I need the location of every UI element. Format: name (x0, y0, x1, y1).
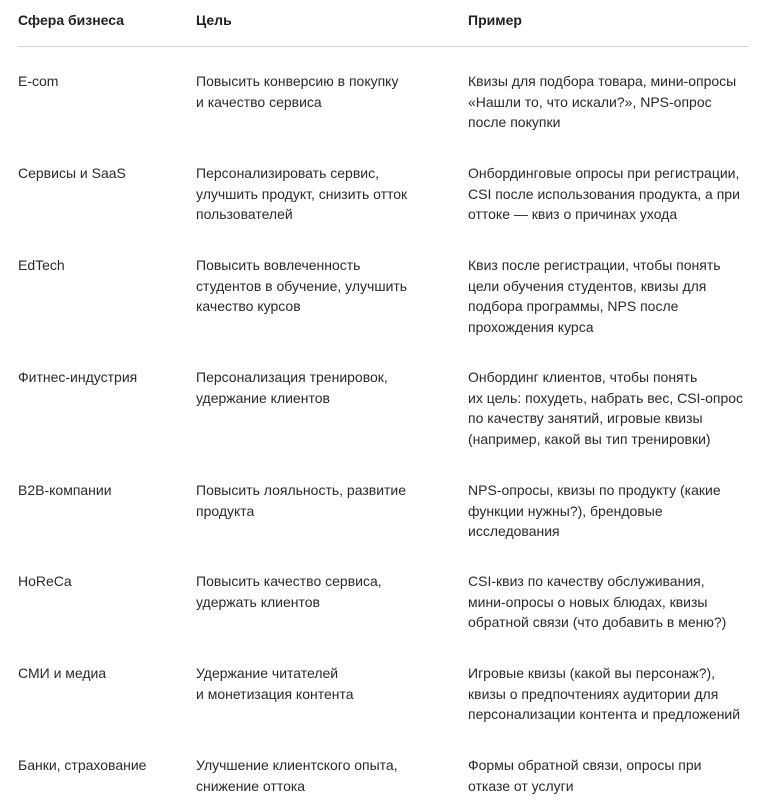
cell-goal: Повысить лояльность, развитие продукта (196, 482, 407, 519)
cell-goal: Улучшение клиентского опыта, снижение оттока (196, 757, 398, 794)
cell-sphere: Фитнес-индустрия (18, 369, 138, 385)
cell-goal: Повысить конверсию в покупку и качество сервиса (196, 73, 399, 110)
cell-goal: Персонализация тренировок, удержание клиентов (196, 369, 388, 406)
cell-sphere: СМИ и медиа (18, 665, 107, 681)
cell-goal: Удержание читателей и монетизация контента (196, 665, 354, 702)
cell-example: Онбординговые опросы при регистрации, CSI после использования продукта, а при оттоке — квиз о причинах ухода (468, 165, 740, 223)
cell-sphere: HoReCa (18, 573, 72, 589)
cell-example: Онбординг клиентов, чтобы понять их цель: похудеть, набрать вес, CSI-опрос по качеству занятий, игровые квизы (например, какой вы тип тренировки) (468, 369, 744, 447)
cell-sphere: E-com (18, 73, 59, 89)
cell-example: Квизы для подбора товара, мини-опросы «Нашли то, что искали?», NPS-опрос после покупки (468, 73, 737, 131)
cell-sphere: B2B-компании (18, 482, 112, 498)
cell-example: CSI-квиз по качеству обслуживания, мини-опросы о новых блюдах, квизы обратной связи (что добавить в меню?) (468, 573, 727, 631)
header-goal: Цель (196, 12, 232, 28)
cell-example: Квиз после регистрации, чтобы понять цели обучения студентов, квизы для подбора программы, NPS после прохождения курса (468, 257, 721, 335)
cell-sphere: EdTech (18, 257, 65, 273)
cell-goal: Персонализировать сервис, улучшить продукт, снизить отток пользователей (196, 165, 408, 223)
cell-example: NPS-опросы, квизы по продукту (какие функции нужны?), брендовые исследования (468, 482, 721, 540)
header-divider (18, 46, 749, 47)
header-sphere: Сфера бизнеса (18, 12, 125, 28)
cell-goal: Повысить вовлеченность студентов в обучение, улучшить качество курсов (196, 257, 408, 315)
table-header (0, 0, 760, 47)
header-example: Пример (468, 12, 522, 28)
cell-example: Игровые квизы (какой вы персонаж?), квизы о предпочтениях аудитории для персонализации контента и предложений (468, 665, 741, 723)
cell-sphere: Сервисы и SaaS (18, 165, 126, 181)
cell-example: Формы обратной связи, опросы при отказе от услуги (468, 757, 702, 794)
cell-sphere: Банки, страхование (18, 757, 147, 773)
cell-goal: Повысить качество сервиса, удержать клиентов (196, 573, 382, 610)
